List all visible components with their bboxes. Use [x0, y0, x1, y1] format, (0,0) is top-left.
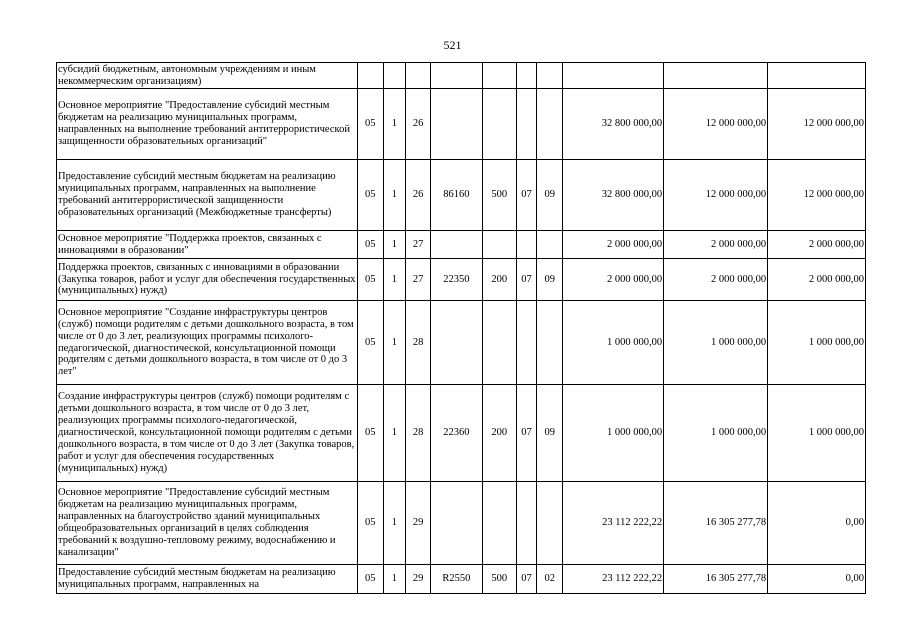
row-name: Основное мероприятие "Поддержка проектов, связанных с инновациями в образовании" [57, 231, 358, 259]
code-subsection: 02 [537, 565, 563, 594]
table-row [57, 385, 866, 482]
amount-year-3: 1 000 000,00 [768, 385, 866, 482]
code-event: 28 [406, 385, 431, 482]
row-name: Основное мероприятие "Предоставление субсидий местным бюджетам на реализацию муниципальных программ, направленных на выполнение требований антитеррористической защищенности образовательных организаций" [57, 89, 358, 160]
row-name: Предоставление субсидий местным бюджетам на реализацию муниципальных программ, направленных на [57, 565, 358, 594]
code-section: 07 [516, 259, 536, 301]
code-subsection [537, 63, 563, 89]
code-subprogram: 1 [383, 565, 405, 594]
amount-year-2: 1 000 000,00 [664, 385, 768, 482]
amount-year-1: 1 000 000,00 [563, 385, 664, 482]
code-expense-type: 500 [482, 160, 516, 231]
code-program: 05 [357, 385, 383, 482]
code-section [516, 231, 536, 259]
amount-year-1: 23 112 222,22 [563, 482, 664, 565]
code-direction: 86160 [431, 160, 482, 231]
code-subsection [537, 482, 563, 565]
code-subsection: 09 [537, 259, 563, 301]
table-row [57, 565, 866, 594]
code-section: 07 [516, 565, 536, 594]
code-expense-type [482, 301, 516, 385]
amount-year-3 [768, 63, 866, 89]
amount-year-2: 16 305 277,78 [664, 565, 768, 594]
code-subsection: 09 [537, 160, 563, 231]
code-subsection: 09 [537, 385, 563, 482]
code-expense-type [482, 231, 516, 259]
code-event: 29 [406, 482, 431, 565]
code-event: 27 [406, 259, 431, 301]
code-subprogram: 1 [383, 301, 405, 385]
amount-year-2: 1 000 000,00 [664, 301, 768, 385]
amount-year-1: 1 000 000,00 [563, 301, 664, 385]
code-program: 05 [357, 565, 383, 594]
code-event: 28 [406, 301, 431, 385]
budget-table [56, 62, 866, 594]
amount-year-1: 23 112 222,22 [563, 565, 664, 594]
code-direction: 22360 [431, 385, 482, 482]
amount-year-3: 0,00 [768, 482, 866, 565]
code-event [406, 63, 431, 89]
row-name: Поддержка проектов, связанных с инновациями в образовании (Закупка товаров, работ и услуг для обеспечения государственных (муниципальных) нужд) [57, 259, 358, 301]
code-section [516, 89, 536, 160]
code-subprogram: 1 [383, 385, 405, 482]
amount-year-3: 2 000 000,00 [768, 231, 866, 259]
amount-year-3: 0,00 [768, 565, 866, 594]
code-direction [431, 89, 482, 160]
table-row [57, 301, 866, 385]
code-expense-type [482, 89, 516, 160]
amount-year-2: 12 000 000,00 [664, 160, 768, 231]
code-subprogram: 1 [383, 231, 405, 259]
amount-year-3: 2 000 000,00 [768, 259, 866, 301]
code-section [516, 482, 536, 565]
code-event: 29 [406, 565, 431, 594]
code-expense-type: 200 [482, 259, 516, 301]
code-direction [431, 63, 482, 89]
code-subsection [537, 89, 563, 160]
code-direction [431, 482, 482, 565]
amount-year-2: 2 000 000,00 [664, 259, 768, 301]
table-row [57, 63, 866, 89]
code-program: 05 [357, 259, 383, 301]
row-name: Основное мероприятие "Предоставление субсидий местным бюджетам на реализацию муниципальных программ, направленных на благоустройство зданий муниципальных общеобразовательных организаций в целях соблюдения требований к воздушно-тепловому режиму, водоснабжению и канализации" [57, 482, 358, 565]
amount-year-1 [563, 63, 664, 89]
amount-year-2: 2 000 000,00 [664, 231, 768, 259]
code-subprogram: 1 [383, 160, 405, 231]
table-row [57, 482, 866, 565]
code-event: 26 [406, 160, 431, 231]
code-program: 05 [357, 482, 383, 565]
code-expense-type [482, 482, 516, 565]
code-section: 07 [516, 160, 536, 231]
row-name: Предоставление субсидий местным бюджетам на реализацию муниципальных программ, направленных на выполнение требований антитеррористической защищенности образовательных организаций (Межбюджетные трансферты) [57, 160, 358, 231]
table-row [57, 160, 866, 231]
code-subprogram: 1 [383, 259, 405, 301]
code-subprogram [383, 63, 405, 89]
amount-year-1: 32 800 000,00 [563, 89, 664, 160]
code-section [516, 301, 536, 385]
table-row [57, 231, 866, 259]
amount-year-1: 2 000 000,00 [563, 231, 664, 259]
row-name: Основное мероприятие "Создание инфраструктуры центров (служб) помощи родителям с детьми дошкольного возраста, в том числе от 0 до 3 лет, реализующих программы психолого-педагогической, диагностической, консультационной помощи родителям с детьми дошкольного возраста, в том числе от 0 до 3 лет" [57, 301, 358, 385]
amount-year-1: 32 800 000,00 [563, 160, 664, 231]
code-direction [431, 301, 482, 385]
row-name: Создание инфраструктуры центров (служб) помощи родителям с детьми дошкольного возраста, в том числе от 0 до 3 лет, реализующих программы психолого-педагогической, диагностической, консультационной помощи родителям с детьми дошкольного возраста, в том числе от 0 до 3 лет (Закупка товаров, работ и услуг для обеспечения государственных (муниципальных) нужд) [57, 385, 358, 482]
code-section [516, 63, 536, 89]
code-program: 05 [357, 231, 383, 259]
amount-year-3: 12 000 000,00 [768, 160, 866, 231]
code-program: 05 [357, 301, 383, 385]
code-subsection [537, 231, 563, 259]
table-row [57, 259, 866, 301]
page-number: 521 [443, 38, 462, 52]
amount-year-1: 2 000 000,00 [563, 259, 664, 301]
code-direction: 22350 [431, 259, 482, 301]
amount-year-2 [664, 63, 768, 89]
amount-year-3: 12 000 000,00 [768, 89, 866, 160]
code-section: 07 [516, 385, 536, 482]
row-name: субсидий бюджетным, автономным учреждениям и иным некоммерческим организациям) [57, 63, 358, 89]
code-subprogram: 1 [383, 89, 405, 160]
code-program [357, 63, 383, 89]
table-row [57, 89, 866, 160]
code-direction [431, 231, 482, 259]
code-program: 05 [357, 160, 383, 231]
amount-year-2: 16 305 277,78 [664, 482, 768, 565]
amount-year-3: 1 000 000,00 [768, 301, 866, 385]
code-direction: R2550 [431, 565, 482, 594]
code-subprogram: 1 [383, 482, 405, 565]
code-expense-type [482, 63, 516, 89]
code-program: 05 [357, 89, 383, 160]
code-expense-type: 500 [482, 565, 516, 594]
code-subsection [537, 301, 563, 385]
code-event: 27 [406, 231, 431, 259]
code-expense-type: 200 [482, 385, 516, 482]
code-event: 26 [406, 89, 431, 160]
amount-year-2: 12 000 000,00 [664, 89, 768, 160]
